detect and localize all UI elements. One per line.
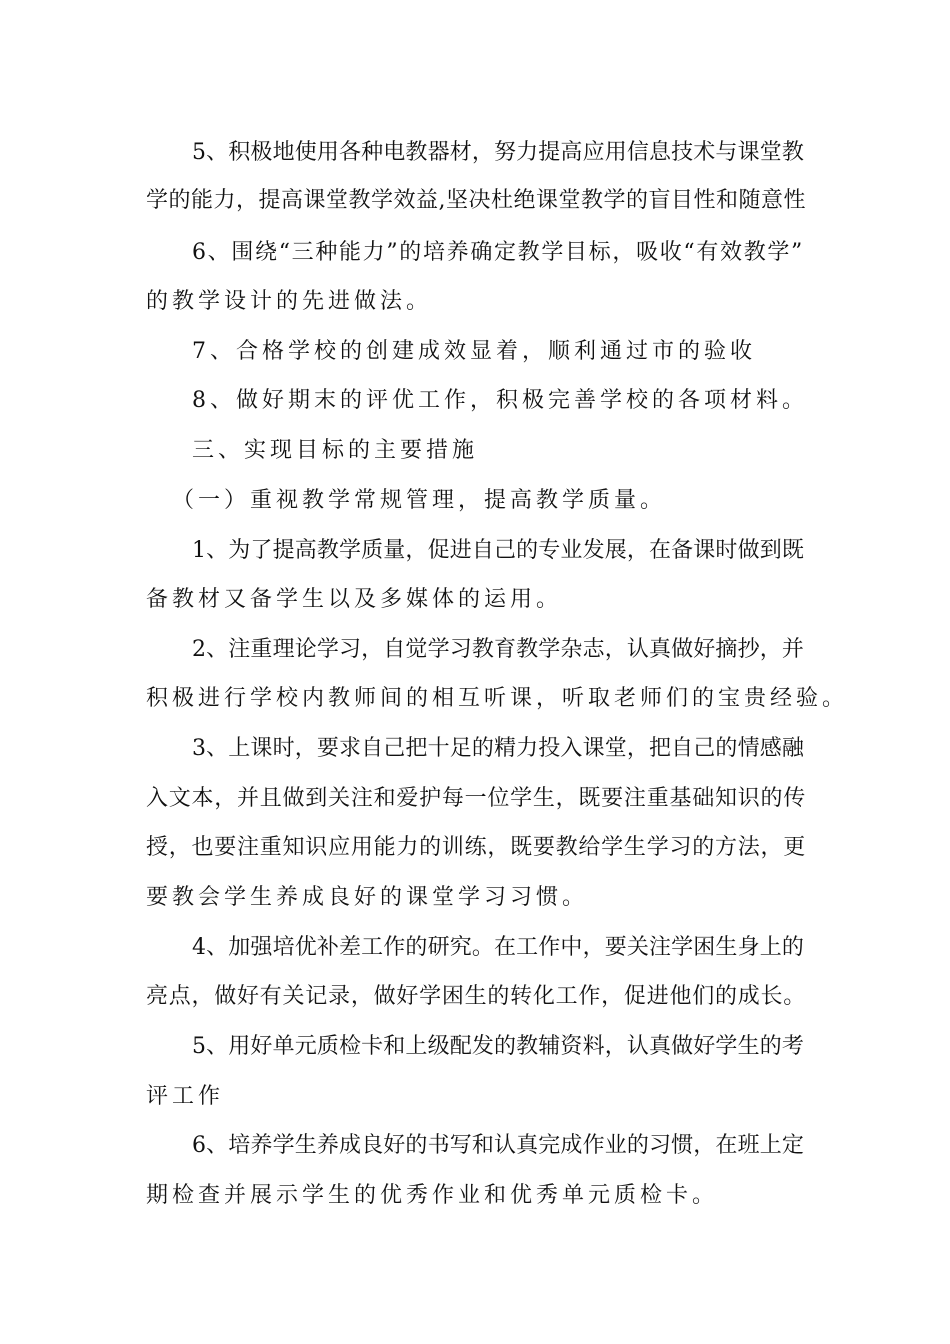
text-line: 积极进行学校内教师间的相互听课，听取老师们的宝贵经验。 (146, 686, 849, 711)
text-line: 评工作 (146, 1084, 225, 1109)
section-heading: 三、实现目标的主要措施 (192, 438, 479, 463)
text-line: 入文本，并且做到关注和爱护每一位学生，既要注重基础知识的传 (146, 786, 807, 811)
text-line: 7、合格学校的创建成效显着，顺利通过市的验收 (192, 339, 756, 364)
text-line: 6、围绕“三种能力”的培养确定教学目标，吸收“有效教学” (192, 240, 804, 265)
text-line: 2、注重理论学习，自觉学习教育教学杂志，认真做好摘抄，并 (192, 637, 804, 662)
text-line: 的教学设计的先进做法。 (146, 289, 433, 314)
text-line: 备教材又备学生以及多媒体的运用。 (146, 587, 563, 612)
text-line: 授，也要注重知识应用能力的训练，既要教给学生学习的方法，更 (146, 835, 807, 860)
text-line: 6、培养学生养成良好的书写和认真完成作业的习惯，在班上定 (192, 1133, 804, 1158)
text-line: 5、用好单元质检卡和上级配发的教辅资料，认真做好学生的考 (192, 1034, 804, 1059)
text-line: 3、上课时，要求自己把十足的精力投入课堂，把自己的情感融 (192, 736, 804, 761)
text-line: 4、加强培优补差工作的研究。在工作中，要关注学困生身上的 (192, 935, 804, 960)
subsection-heading: （一）重视教学常规管理，提高教学质量。 (172, 488, 667, 513)
text-line: 8、做好期末的评优工作，积极完善学校的各项材料。 (192, 388, 808, 413)
text-line: 期检查并展示学生的优秀作业和优秀单元质检卡。 (146, 1183, 719, 1208)
text-line: 学的能力，提高课堂教学效益,坚决杜绝课堂教学的盲目性和随意性 (146, 188, 806, 213)
text-line: 亮点，做好有关记录，做好学困生的转化工作，促进他们的成长。 (146, 984, 807, 1009)
text-line: 5、积极地使用各种电教器材，努力提高应用信息技术与课堂教 (192, 140, 804, 165)
text-line: 1、为了提高教学质量，促进自己的专业发展，在备课时做到既 (192, 538, 804, 563)
text-line: 要教会学生养成良好的课堂学习习惯。 (146, 885, 589, 910)
